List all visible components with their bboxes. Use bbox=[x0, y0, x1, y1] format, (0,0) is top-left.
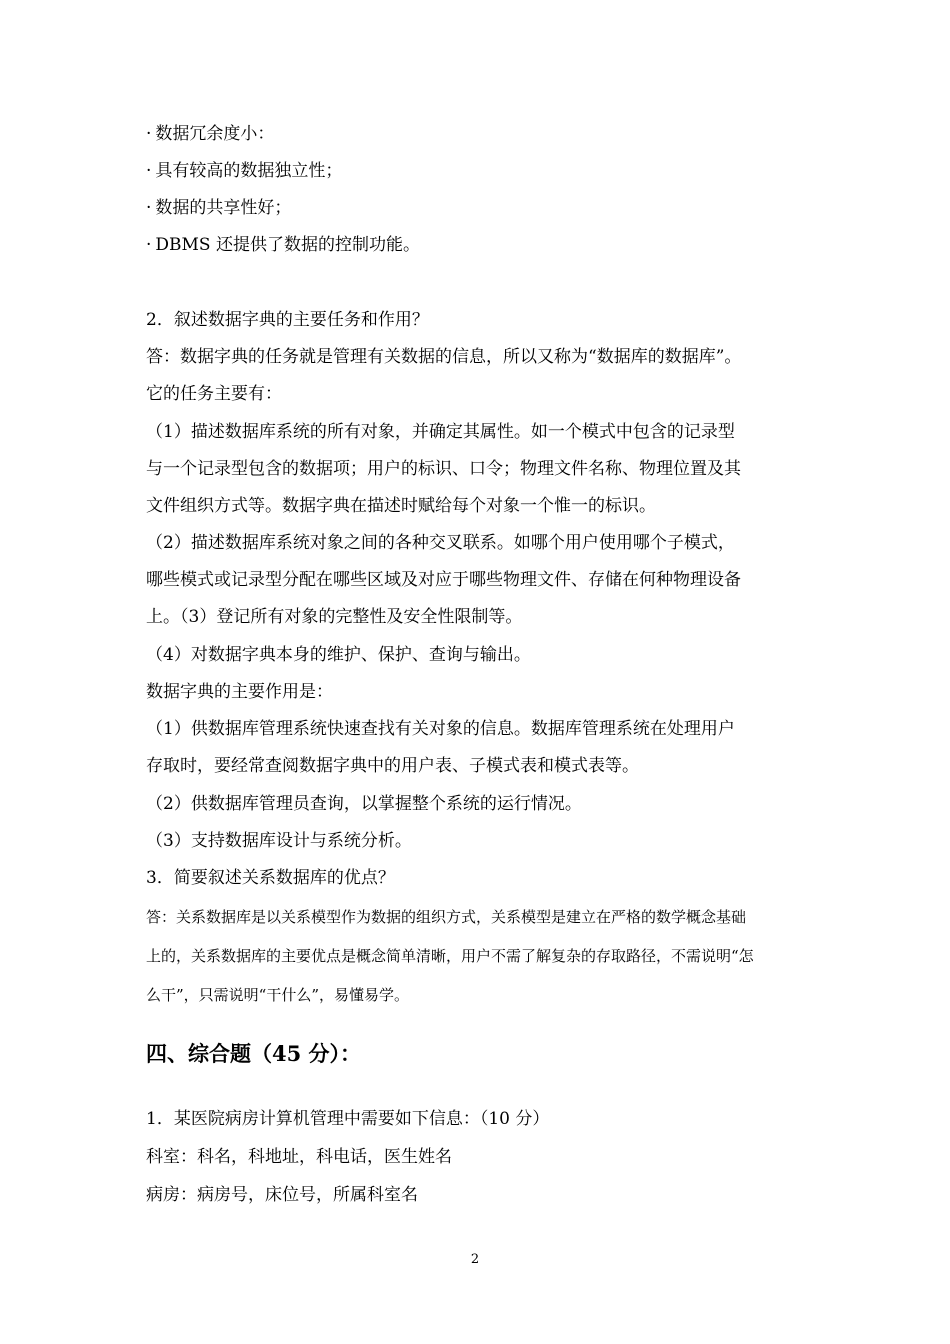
bullet-dot: · bbox=[146, 161, 152, 181]
bullet-text: DBMS 还提供了数据的控制功能。 bbox=[155, 235, 420, 255]
bullet-text: 数据的共享性好； bbox=[155, 198, 292, 218]
answer-line: （1）供数据库管理系统快速查找有关对象的信息。数据库管理系统在处理用户 bbox=[146, 719, 735, 739]
answer-line: 与一个记录型包含的数据项；用户的标识、口令；物理文件名称、物理位置及其 bbox=[146, 459, 741, 479]
answer-line: 哪些模式或记录型分配在哪些区域及对应于哪些物理文件、存储在何种物理设备 bbox=[146, 570, 741, 590]
bullet-item bbox=[146, 159, 342, 183]
bullet-item bbox=[146, 196, 291, 220]
page-number: 2 bbox=[470, 1252, 480, 1267]
section-line: 科室：科名，科地址，科电话，医生姓名 bbox=[146, 1147, 452, 1167]
bullet-item bbox=[146, 233, 420, 257]
bullet-dot: · bbox=[146, 198, 152, 218]
section-line: 病房：病房号，床位号，所属科室名 bbox=[146, 1185, 418, 1205]
bullet-text: 数据冗余度小： bbox=[155, 124, 275, 144]
bullet-dot: · bbox=[146, 235, 152, 255]
question-2: 2．叙述数据字典的主要任务和作用？ bbox=[146, 310, 429, 330]
bullet-dot: · bbox=[146, 124, 152, 144]
answer-line: 上。（3）登记所有对象的完整性及安全性限制等。 bbox=[146, 607, 523, 627]
answer-line: （1）描述数据库系统的所有对象，并确定其属性。如一个模式中包含的记录型 bbox=[146, 422, 735, 442]
answer-line: （2）描述数据库系统对象之间的各种交叉联系。如哪个用户使用哪个子模式， bbox=[146, 533, 735, 553]
answer-line: （4）对数据字典本身的维护、保护、查询与输出。 bbox=[146, 645, 531, 665]
bullet-item bbox=[146, 122, 274, 146]
section-line: 1．某医院病房计算机管理中需要如下信息：（10 分） bbox=[146, 1109, 550, 1129]
section-heading: 四、综合题（45 分）： bbox=[146, 1041, 362, 1066]
answer-line: 它的任务主要有： bbox=[146, 384, 282, 404]
answer-line: 数据字典的主要作用是： bbox=[146, 682, 333, 702]
answer-line: 上的，关系数据库的主要优点是概念简单清晰，用户不需了解复杂的存取路径，不需说明“怎 bbox=[146, 947, 754, 965]
answer-line: 答：数据字典的任务就是管理有关数据的信息，所以又称为“数据库的数据库”。 bbox=[146, 347, 742, 367]
answer-line: （2）供数据库管理员查询，以掌握整个系统的运行情况。 bbox=[146, 794, 582, 814]
question-3: 3．简要叙述关系数据库的优点？ bbox=[146, 868, 395, 888]
answer-line: 存取时，要经常查阅数据字典中的用户表、子模式表和模式表等。 bbox=[146, 756, 639, 776]
answer-line: （3）支持数据库设计与系统分析。 bbox=[146, 831, 412, 851]
answer-line: 答：关系数据库是以关系模型作为数据的组织方式，关系模型是建立在严格的数学概念基础 bbox=[146, 908, 747, 926]
bullet-text: 具有较高的数据独立性； bbox=[155, 161, 343, 181]
answer-line: 么干”，只需说明“干什么”，易懂易学。 bbox=[146, 986, 410, 1004]
answer-line: 文件组织方式等。数据字典在描述时赋给每个对象一个惟一的标识。 bbox=[146, 496, 656, 516]
